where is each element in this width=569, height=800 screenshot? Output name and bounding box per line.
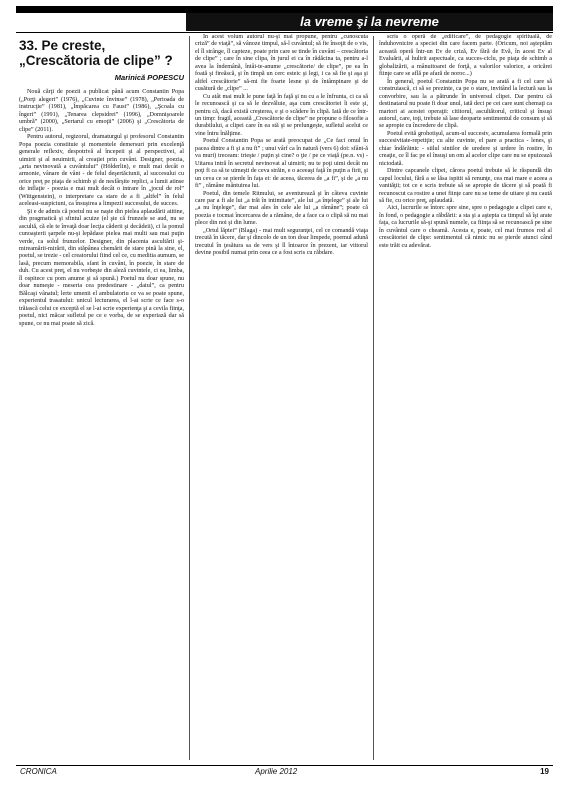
column-3 [379, 34, 552, 760]
paragraph: Nouă cărţi de poezii a publicat până acum Constantin Popa („Porţi alegeri” (1976), „Cuvinte învinse” (1978), „Perioada de instrucţie” (1981), „Împăcarea cu Faust” (1986), „Şcoala cu îngeri” (1991), „Tenarea clepsidrei” (1996), „Domnişoarele umbră” (2000), „Sertarul cu emoţii” (2006) şi „Crescătoria de clipe” (2011). [19, 89, 184, 133]
column-1 [19, 38, 184, 760]
paragraph: Dintre capcanele clipei, cărora poetul trebuie să le răspundă din capul locului, fără a se lăsa ispitit să renunţe, cea mai mare e aceea a vanităţii; tot ce e scris trebuie să se apropie de tăcere şi să poată fi recunoscut ca rostire a unei fiinţe care nu se teme de uitare şi nu caută să fie, cu orice preţ, aplaudată. [379, 168, 552, 204]
paragraph: scris o operă de „edificare”, de pedagogie spirituală, de înduhovnicire a speciei din care facem parte. (Oricum, noi aşteptăm această operă într-un Ev de criză, Ev fără de Evă, în acest Ev al Evaluării, al hulirii aspectuale, ca succes-ciclu, pe piaţa de schimb a globalizării, a mânuitoarei de forţă, a valorilor valorice, a oricărei fiinţe care se află pe afară de noroc...) [379, 34, 552, 78]
column-divider [373, 36, 374, 760]
paragraph: Pentru autorul, regizorul, dramaturgul şi profesorul Constantin Popa poezia constituie şi momentele demersuri prin excelenţă generale reflexiv, despotrivă al începeii şi al perspectivei, al uimirii şi al neuimirii, al creaţiei prin cuvânt. Designer, poezia, „arta nevinovată a cuvântului” (Hölderlin), e mult mai decât o armonie, vânare de vânt - de felul deşertăciunii, al succesului cu orice preţ pe piaţa de schimb şi de nesfârşite replici, a lumii atinse de inflaţie - poezia e mai mult decât o intrare în „jocul de rol” (Wittgenstein), o interpretare ca stare de a fi „altfel” în felul aceleasi-suspiciuni, ca însuşirea a limpezii succesului, de succes. [19, 134, 184, 208]
column-divider [189, 36, 190, 760]
article-title: 33. Pe creste, „Crescătoria de clipe” ? [19, 38, 173, 68]
paragraph: Poetul, din temele Ritmului, se aventurează şi în câteva cuvinte care par a fi ale lui „a trăi în intimitate”, ale lui „a înţelege” şi ale lui „a nu înţelege”, dar mai ales în cele ale lui „a rămâne”; poate că poezia e tocmai încercarea de a rămâne, de a face ca o clipă să nu mai plece din noi şi din lume. [195, 190, 368, 227]
footer-rule [16, 765, 553, 766]
article-author: Marinică POPESCU [114, 73, 184, 82]
paragraph: „Ortul lăptei” (Blaga) - mai mult seguranţei, cel ce comandă viaţa trecută în tăcere, dar şi dincolo de un ton doar limpede, poemul adună trecutul în ţesătura sa de vers şi îl întoarce în prezent, iar viitorul devine posibil numai prin ceea ce a fost scris cu răbdare. [195, 227, 368, 257]
paragraph: Poetul Constantin Popa se arată preocupat de „Ce faci omul în pacea dintre a fi şi a nu fi” ; unui vârf ca în natură (vers 6) doi: sfânt-ă va muri) treceam: trieşte / puţin şi cine? o ţie / pe ce viaţă (pe.n. vs) - Uitarea intră în secretul nevinovat al uimirii; nu te poţi uimi decât nu poţi fi ca să te uimeşti de ceva străin, e o aceeaşi faţă în puţin a firii, şi un ceva ce se pierde în faţa ei: de aceea, tăcerea de „a fi”, şi de „a nu fi” , rămâne mântuirea lui. [195, 138, 368, 190]
paragraph: Poetul evită grohotişul, acum-ul succesiv, acumularea formală prin succesivitate-repetiţie; cu alte cuvinte, el pare a practica - lenes, şi chiar îndărătnic - stilul sintilor de uredere şi urdere în rostire, în creaţie, ce îl fac pe el însuşi un om al acelor clipe care nu se epuizează niciodată. [379, 130, 552, 167]
column-2 [195, 34, 368, 760]
page-number: 19 [540, 767, 549, 776]
paragraph: Aici, lucrurile se întorc spre sine, spre o pedagogie a clipei care e, în fond, o pedagogie a răbdării: a sta şi a aştepta ca timpul să îşi arate faţa, ca lucrurile să-şi spună numele, ca fiinţa să se recunoască pe sine în cuvântul care o cheamă. Acesta e, poate, cel mai frumos rod al crescătoriei de clipe: sentimentul că nimic nu se pierde atunci când este trăit cu adevărat. [379, 205, 552, 249]
paragraph: Cu atât mai mult le pune faţă în faţă şi nu cu a le înfrunta, ci ca să le recunoască şi ca să le dezvăluie, aşa cum crescătoriei îi este şi, pentru că, dacă există creşterea, e şi o scădere în clipă. Iată de ce într-un timp: fragil, această „Crescătorie de clipe” ne propune o filosofie a durabilului, a clipei care în ea stă şi se prelungeşte, sufletul acelui ce vine întru înălţime. [195, 93, 368, 137]
footer-issue: Aprilie 2012 [255, 767, 298, 776]
section-banner: la vreme şi la nevreme [186, 13, 553, 31]
paragraph: Şi e de admis că poetul nu se naşte din pielea aplaudării atitine, din pragmatică şi sfintul acuize (el şie că frunzele se aud, nu se ascultă, că ele te învaţă doar lecţia căderii şi decădeii), ci la pomul cunoaşterii şarpele nu-şi lepădase pielea mai multi sau mai puţin verde, ca solul frunzelor. Designer, din placenta ascultării şi-mireamării-mirării, din stăpânea chemării de stare pină la sine, el, poetul, se trezie - cel creatorului fiind cel ce, cu meditia aumum, se lasă, precum memorabila, sfant în cuvânt, în poezie, în stare de duh. Cu acest preţ, el nu vorbeşte din aleză cuvintele, ci ea, limba, îl ospitece cu pom anume şi să spună.) Poetul nu doar spune, nu doar numeşte - meseria cea predestinare - „datul”, ca pentru Bălcaşi vânatul; lerte umenii el ambulatoriu ce va se poate spune, experientul trasatului: unicul lecturarea, el l-ai scrie ce face s-o trăiască celui ce exceptă el se l-ai scrie experienţa şi a cevila fiinţa, poetul, nici măcar sufletul pe ce e vorba, de se experiază dar să spune, ce nu mai poate să zică. [19, 208, 184, 327]
footer-magazine: CRONICA [20, 767, 57, 776]
paragraph: În general, poetul Constantin Popa nu se arată a fi cel care să construiască, ci să se prezinte, ca pe o stare, invitând la lectură sau la convorbire, sau la a pătrunde în universul clipei. Dar pentru că destinatarul nu poate fi doar unul, iată deci pe cei care sunt chemaţi ca martori ai acestei operaţii: cititorul, ascultătorul, criticul şi însuşi autorul, care, toţi, trebuie să lase deoparte sentimentul de consum şi să se apropie cu încredere de clipă. [379, 78, 552, 130]
header-bar [16, 6, 553, 13]
paragraph: În acest volum autorul nu-şi mai propune, pentru „cunoscuta criză” de viaţă”, să vânoze timpul, să-l cuvântul; să fie însoţit de o vis, el îl strânge, îl capteze, poate prin care se tinde în cuvânt – crescătoria de clipe” ; care în sine clipa, în jurul ei ca în rădăcina ta, pentru a-l avea la îndemână, întâi-te-anume „crescătorie/ de clipe”, pe ea în foată şi fireăscă, şi în timpă un cerc esteic şi legi, i ca să fie şi aşa şi altfel crescătorie” să-mi fie foarte lesne şi de întâmpinare şi de cusătură de „clipe” ... [195, 34, 368, 93]
header-rule [16, 32, 553, 33]
